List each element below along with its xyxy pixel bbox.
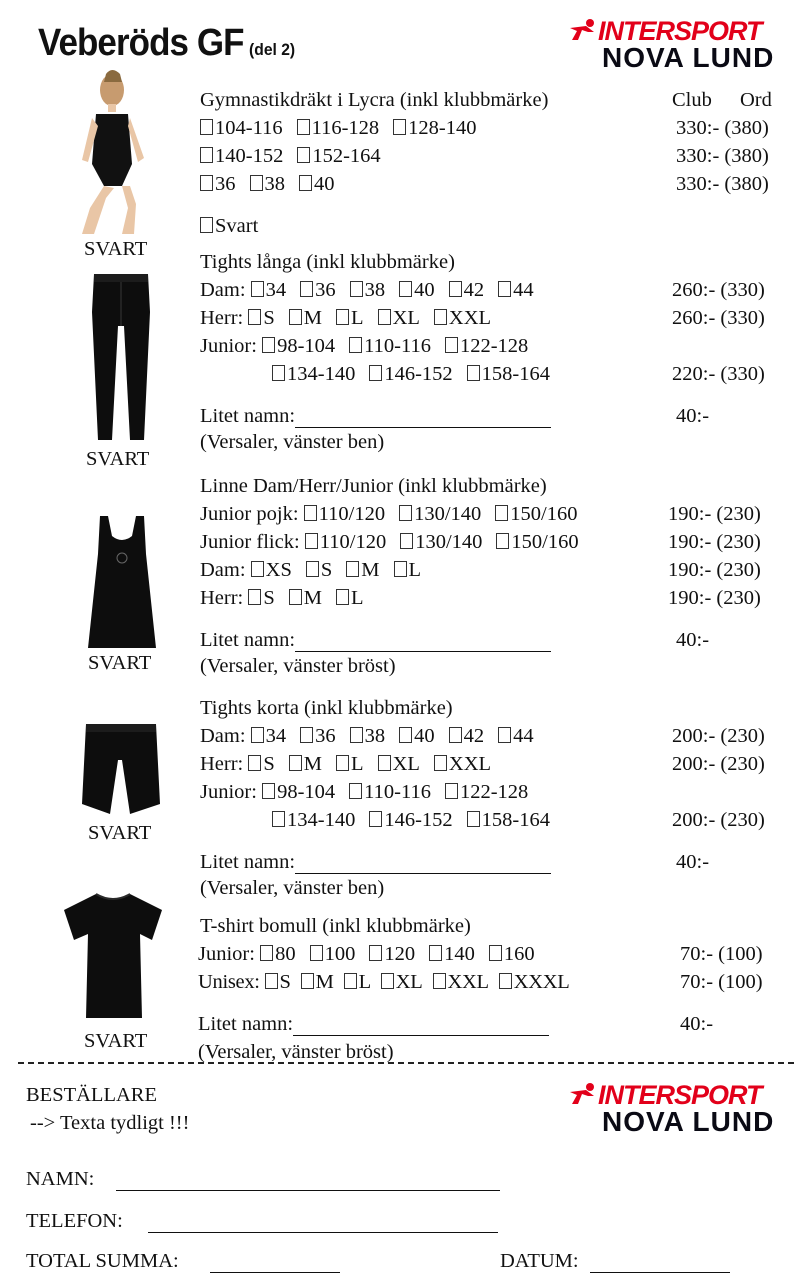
leotard-price-row-2: 330:- (380) [676, 145, 769, 167]
checkbox[interactable] [399, 727, 412, 743]
size-option[interactable]: 40 [399, 279, 435, 301]
checkbox[interactable] [433, 973, 446, 989]
size-option[interactable]: XXXL [499, 971, 570, 993]
checkbox[interactable] [272, 365, 285, 381]
long-tights-title: Tights långa (inkl klubbmärke) [200, 251, 455, 273]
size-option[interactable]: 146-152 [369, 363, 452, 385]
checkbox[interactable] [248, 755, 261, 771]
checkbox[interactable] [262, 337, 275, 353]
size-option[interactable]: L [394, 559, 422, 581]
long-tights-name-note: (Versaler, vänster ben) [200, 431, 385, 453]
size-option[interactable]: S [248, 587, 274, 609]
size-option[interactable]: 122-128 [445, 335, 528, 357]
size-option[interactable]: 158-164 [467, 809, 550, 831]
size-option[interactable]: XXL [433, 971, 489, 993]
size-option[interactable]: 40 [299, 173, 335, 195]
tank-top-junior-flick-row: Junior flick: 110/120 130/140 150/160 [200, 531, 579, 553]
total-label: TOTAL SUMMA: [26, 1250, 179, 1272]
size-option[interactable]: 36 [300, 279, 336, 301]
short-tights-color-caption: SVART [88, 822, 152, 844]
size-option[interactable]: 146-152 [369, 809, 452, 831]
tank-top-herr-row: Herr: S M L [200, 587, 364, 609]
name-input[interactable] [116, 1190, 500, 1191]
leotard-sizes-row-2 [200, 144, 395, 168]
size-option[interactable]: 34 [251, 725, 287, 747]
phone-input[interactable] [148, 1232, 498, 1233]
size-option[interactable]: 44 [498, 279, 534, 301]
checkbox[interactable] [248, 309, 261, 325]
size-option[interactable]: 36 [300, 725, 336, 747]
size-option[interactable]: 38 [350, 279, 386, 301]
size-option[interactable]: XXL [434, 753, 491, 775]
size-option[interactable]: S [306, 559, 332, 581]
checkbox[interactable] [381, 973, 394, 989]
tank-top-name-row: Litet namn: [200, 628, 551, 652]
size-option[interactable]: 130/140 [400, 531, 482, 553]
checkbox[interactable] [344, 973, 357, 989]
checkbox[interactable] [369, 365, 382, 381]
size-option[interactable]: 44 [498, 725, 534, 747]
size-option[interactable]: S [265, 971, 291, 993]
checkbox[interactable] [467, 365, 480, 381]
order-form-note: --> Texta tydligt !!! [30, 1112, 190, 1134]
long-tights-junior-row-1: Junior: 98-104 110-116 122-128 [200, 335, 529, 357]
checkbox[interactable] [289, 589, 302, 605]
size-option[interactable]: 36 [200, 173, 236, 195]
tshirt-junior-price: 70:- (100) [680, 943, 763, 965]
page-title [38, 22, 295, 65]
long-tights-dam-price: 260:- (330) [672, 279, 765, 301]
checkbox[interactable] [250, 175, 263, 191]
short-tights-name-row: Litet namn: [200, 850, 551, 874]
size-option[interactable]: 152-164 [297, 145, 380, 167]
tshirt-unisex-price: 70:- (100) [680, 971, 763, 993]
page-subtitle: (del 2) [249, 40, 296, 59]
short-tights-title: Tights korta (inkl klubbmärke) [200, 697, 453, 719]
size-option[interactable]: L [336, 753, 364, 775]
checkbox[interactable] [272, 811, 285, 827]
leotard-color-option[interactable]: Svart [200, 214, 258, 238]
checkbox[interactable] [399, 505, 412, 521]
logo-location: NOVA LUND [602, 1106, 775, 1137]
checkbox[interactable] [369, 945, 382, 961]
cut-line-divider [18, 1062, 794, 1064]
checkbox[interactable] [251, 727, 264, 743]
size-option[interactable]: 80 [260, 943, 296, 965]
intersport-runner-icon [568, 1082, 598, 1108]
size-option[interactable]: 110-116 [349, 335, 431, 357]
size-option[interactable]: XL [381, 971, 423, 993]
leotard-color-caption: SVART [84, 238, 148, 260]
size-option[interactable]: 160 [489, 943, 535, 965]
checkbox[interactable] [289, 755, 302, 771]
checkbox[interactable] [429, 945, 442, 961]
date-input[interactable] [590, 1272, 730, 1273]
checkbox[interactable] [260, 945, 273, 961]
intersport-runner-icon [568, 18, 598, 44]
short-tights-junior-price: 200:- (230) [672, 809, 765, 831]
size-option[interactable]: L [336, 587, 364, 609]
short-tights-junior-row-1: Junior: 98-104 110-116 122-128 [200, 781, 529, 803]
short-tights-name-price: 40:- [676, 851, 710, 873]
checkbox[interactable] [399, 281, 412, 297]
club-name: Veberöds GF [38, 22, 244, 64]
tshirt-unisex-row: Unisex: S M L XL XXL XXXL [198, 971, 570, 993]
size-option[interactable]: 120 [369, 943, 415, 965]
size-option[interactable]: 110-116 [349, 781, 431, 803]
tank-top-dam-row: Dam: XS S M L [200, 559, 422, 581]
size-option[interactable]: XL [378, 753, 420, 775]
checkbox[interactable] [265, 973, 278, 989]
size-option[interactable]: 140 [429, 943, 475, 965]
long-tights-color-caption: SVART [86, 448, 150, 470]
checkbox[interactable] [467, 811, 480, 827]
long-tights-dam-row: Dam: 34 36 38 40 42 44 [200, 279, 534, 301]
short-tights-dam-row: Dam: 34 36 38 40 42 44 [200, 725, 534, 747]
leotard-image [70, 68, 150, 236]
checkbox[interactable] [251, 561, 264, 577]
checkbox[interactable] [498, 727, 511, 743]
leotard-price-row-3: 330:- (380) [676, 173, 769, 195]
size-option[interactable]: XL [378, 307, 420, 329]
column-ord: Ord [740, 89, 772, 111]
size-option[interactable]: 140-152 [200, 145, 283, 167]
tank-top-herr-price: 190:- (230) [668, 587, 761, 609]
long-tights-image [86, 272, 156, 442]
checkbox[interactable] [297, 119, 310, 135]
logo-location: NOVA LUND [602, 42, 775, 73]
size-option[interactable]: M [301, 971, 334, 993]
tshirt-junior-row: Junior: 80 100 120 140 160 [198, 943, 535, 965]
total-input[interactable] [210, 1272, 340, 1273]
size-option[interactable]: 42 [449, 725, 485, 747]
size-option[interactable]: 134-140 [272, 809, 355, 831]
size-option[interactable]: M [289, 587, 322, 609]
tank-top-junior-pojk-row: Junior pojk: 110/120 130/140 150/160 [200, 503, 578, 525]
checkbox[interactable] [200, 217, 213, 233]
size-option[interactable]: 158-164 [467, 363, 550, 385]
size-option[interactable]: 40 [399, 725, 435, 747]
tank-top-junior-pojk-price: 190:- (230) [668, 503, 761, 525]
size-option[interactable]: S [248, 753, 274, 775]
checkbox[interactable] [495, 505, 508, 521]
tshirt-image [58, 888, 168, 1020]
checkbox[interactable] [300, 727, 313, 743]
phone-label: TELEFON: [26, 1210, 123, 1232]
checkbox[interactable] [304, 505, 317, 521]
short-tights-name-note: (Versaler, vänster ben) [200, 877, 385, 899]
checkbox[interactable] [445, 783, 458, 799]
long-tights-herr-row: Herr: S M L XL XXL [200, 307, 492, 329]
size-option[interactable]: L [336, 307, 364, 329]
size-option[interactable]: 98-104 [262, 335, 335, 357]
checkbox[interactable] [378, 755, 391, 771]
long-tights-junior-price: 220:- (330) [672, 363, 765, 385]
tshirt-name-note: (Versaler, vänster bröst) [198, 1041, 394, 1063]
tshirt-color-caption: SVART [84, 1030, 148, 1052]
tshirt-name-row: Litet namn: [198, 1012, 549, 1036]
short-tights-herr-row: Herr: S M L XL XXL [200, 753, 492, 775]
size-option[interactable]: 104-116 [200, 117, 283, 139]
tank-top-name-note: (Versaler, vänster bröst) [200, 655, 396, 677]
short-tights-dam-price: 200:- (230) [672, 725, 765, 747]
checkbox[interactable] [200, 119, 213, 135]
long-tights-herr-price: 260:- (330) [672, 307, 765, 329]
name-print-field[interactable] [293, 1015, 549, 1036]
size-option[interactable]: 150/160 [495, 503, 577, 525]
tank-top-junior-flick-price: 190:- (230) [668, 531, 761, 553]
checkbox[interactable] [248, 589, 261, 605]
leotard-sizes-row-1 [200, 116, 490, 140]
checkbox[interactable] [251, 281, 264, 297]
size-option[interactable]: 38 [350, 725, 386, 747]
size-option[interactable]: 134-140 [272, 363, 355, 385]
checkbox[interactable] [434, 309, 447, 325]
size-option[interactable]: 128-140 [393, 117, 476, 139]
checkbox[interactable] [336, 755, 349, 771]
checkbox[interactable] [498, 281, 511, 297]
checkbox[interactable] [336, 589, 349, 605]
checkbox[interactable] [336, 309, 349, 325]
leotard-title: Gymnastikdräkt i Lycra (inkl klubbmärke) [200, 89, 549, 111]
checkbox[interactable] [200, 147, 213, 163]
leotard-price-row-1: 330:- (380) [676, 117, 769, 139]
tank-top-color-caption: SVART [88, 652, 152, 674]
name-print-field[interactable] [295, 631, 551, 652]
size-option[interactable]: M [289, 307, 322, 329]
checkbox[interactable] [378, 309, 391, 325]
name-print-field[interactable] [295, 853, 551, 874]
name-print-field[interactable] [295, 407, 551, 428]
size-option[interactable]: XXL [434, 307, 491, 329]
checkbox[interactable] [299, 175, 312, 191]
long-tights-junior-row-2 [272, 362, 564, 386]
checkbox[interactable] [350, 281, 363, 297]
column-club: Club [672, 89, 712, 111]
size-option[interactable]: L [344, 971, 371, 993]
size-option[interactable]: 110/120 [304, 503, 385, 525]
tshirt-title: T-shirt bomull (inkl klubbmärke) [200, 915, 471, 937]
tank-top-dam-price: 190:- (230) [668, 559, 761, 581]
long-tights-name-price: 40:- [676, 405, 710, 427]
checkbox[interactable] [489, 945, 502, 961]
short-tights-image [78, 720, 164, 816]
order-form-heading: BESTÄLLARE [26, 1084, 157, 1106]
name-label: NAMN: [26, 1168, 95, 1190]
intersport-logo-bottom [568, 1080, 806, 1140]
date-label: DATUM: [500, 1250, 579, 1272]
tank-top-image [86, 514, 158, 648]
checkbox[interactable] [350, 727, 363, 743]
tank-top-title: Linne Dam/Herr/Junior (inkl klubbmärke) [200, 475, 547, 497]
checkbox[interactable] [262, 783, 275, 799]
checkbox[interactable] [349, 337, 362, 353]
checkbox[interactable] [306, 561, 319, 577]
checkbox[interactable] [434, 755, 447, 771]
checkbox[interactable] [496, 533, 509, 549]
size-option[interactable]: S [248, 307, 274, 329]
short-tights-junior-row-2 [272, 808, 564, 832]
tank-top-name-price: 40:- [676, 629, 710, 651]
size-option[interactable]: 130/140 [399, 503, 481, 525]
size-option[interactable]: 34 [251, 279, 287, 301]
tshirt-name-price: 40:- [680, 1013, 714, 1035]
checkbox[interactable] [200, 175, 213, 191]
checkbox[interactable] [393, 119, 406, 135]
size-option[interactable]: 98-104 [262, 781, 335, 803]
size-option[interactable]: 38 [250, 173, 286, 195]
checkbox[interactable] [346, 561, 359, 577]
size-option[interactable]: 42 [449, 279, 485, 301]
checkbox[interactable] [449, 727, 462, 743]
short-tights-herr-price: 200:- (230) [672, 753, 765, 775]
checkbox[interactable] [445, 337, 458, 353]
size-option[interactable]: 150/160 [496, 531, 578, 553]
checkbox[interactable] [499, 973, 512, 989]
checkbox[interactable] [394, 561, 407, 577]
leotard-sizes-row-3 [200, 172, 349, 196]
size-option[interactable]: 110/120 [305, 531, 386, 553]
logo-brand: INTERSPORT [598, 1080, 762, 1110]
intersport-logo [568, 16, 806, 76]
long-tights-name-row: Litet namn: [200, 404, 551, 428]
checkbox[interactable] [300, 281, 313, 297]
checkbox[interactable] [289, 309, 302, 325]
checkbox[interactable] [310, 945, 323, 961]
size-option[interactable]: M [289, 753, 322, 775]
size-option[interactable]: 122-128 [445, 781, 528, 803]
logo-brand: INTERSPORT [598, 16, 762, 46]
checkbox[interactable] [349, 783, 362, 799]
checkbox[interactable] [449, 281, 462, 297]
checkbox[interactable] [400, 533, 413, 549]
size-option[interactable]: 116-128 [297, 117, 380, 139]
checkbox[interactable] [297, 147, 310, 163]
size-option[interactable]: M [346, 559, 379, 581]
checkbox[interactable] [369, 811, 382, 827]
size-option[interactable]: XS [251, 559, 292, 581]
checkbox[interactable] [305, 533, 318, 549]
checkbox[interactable] [301, 973, 314, 989]
size-option[interactable]: 100 [310, 943, 356, 965]
